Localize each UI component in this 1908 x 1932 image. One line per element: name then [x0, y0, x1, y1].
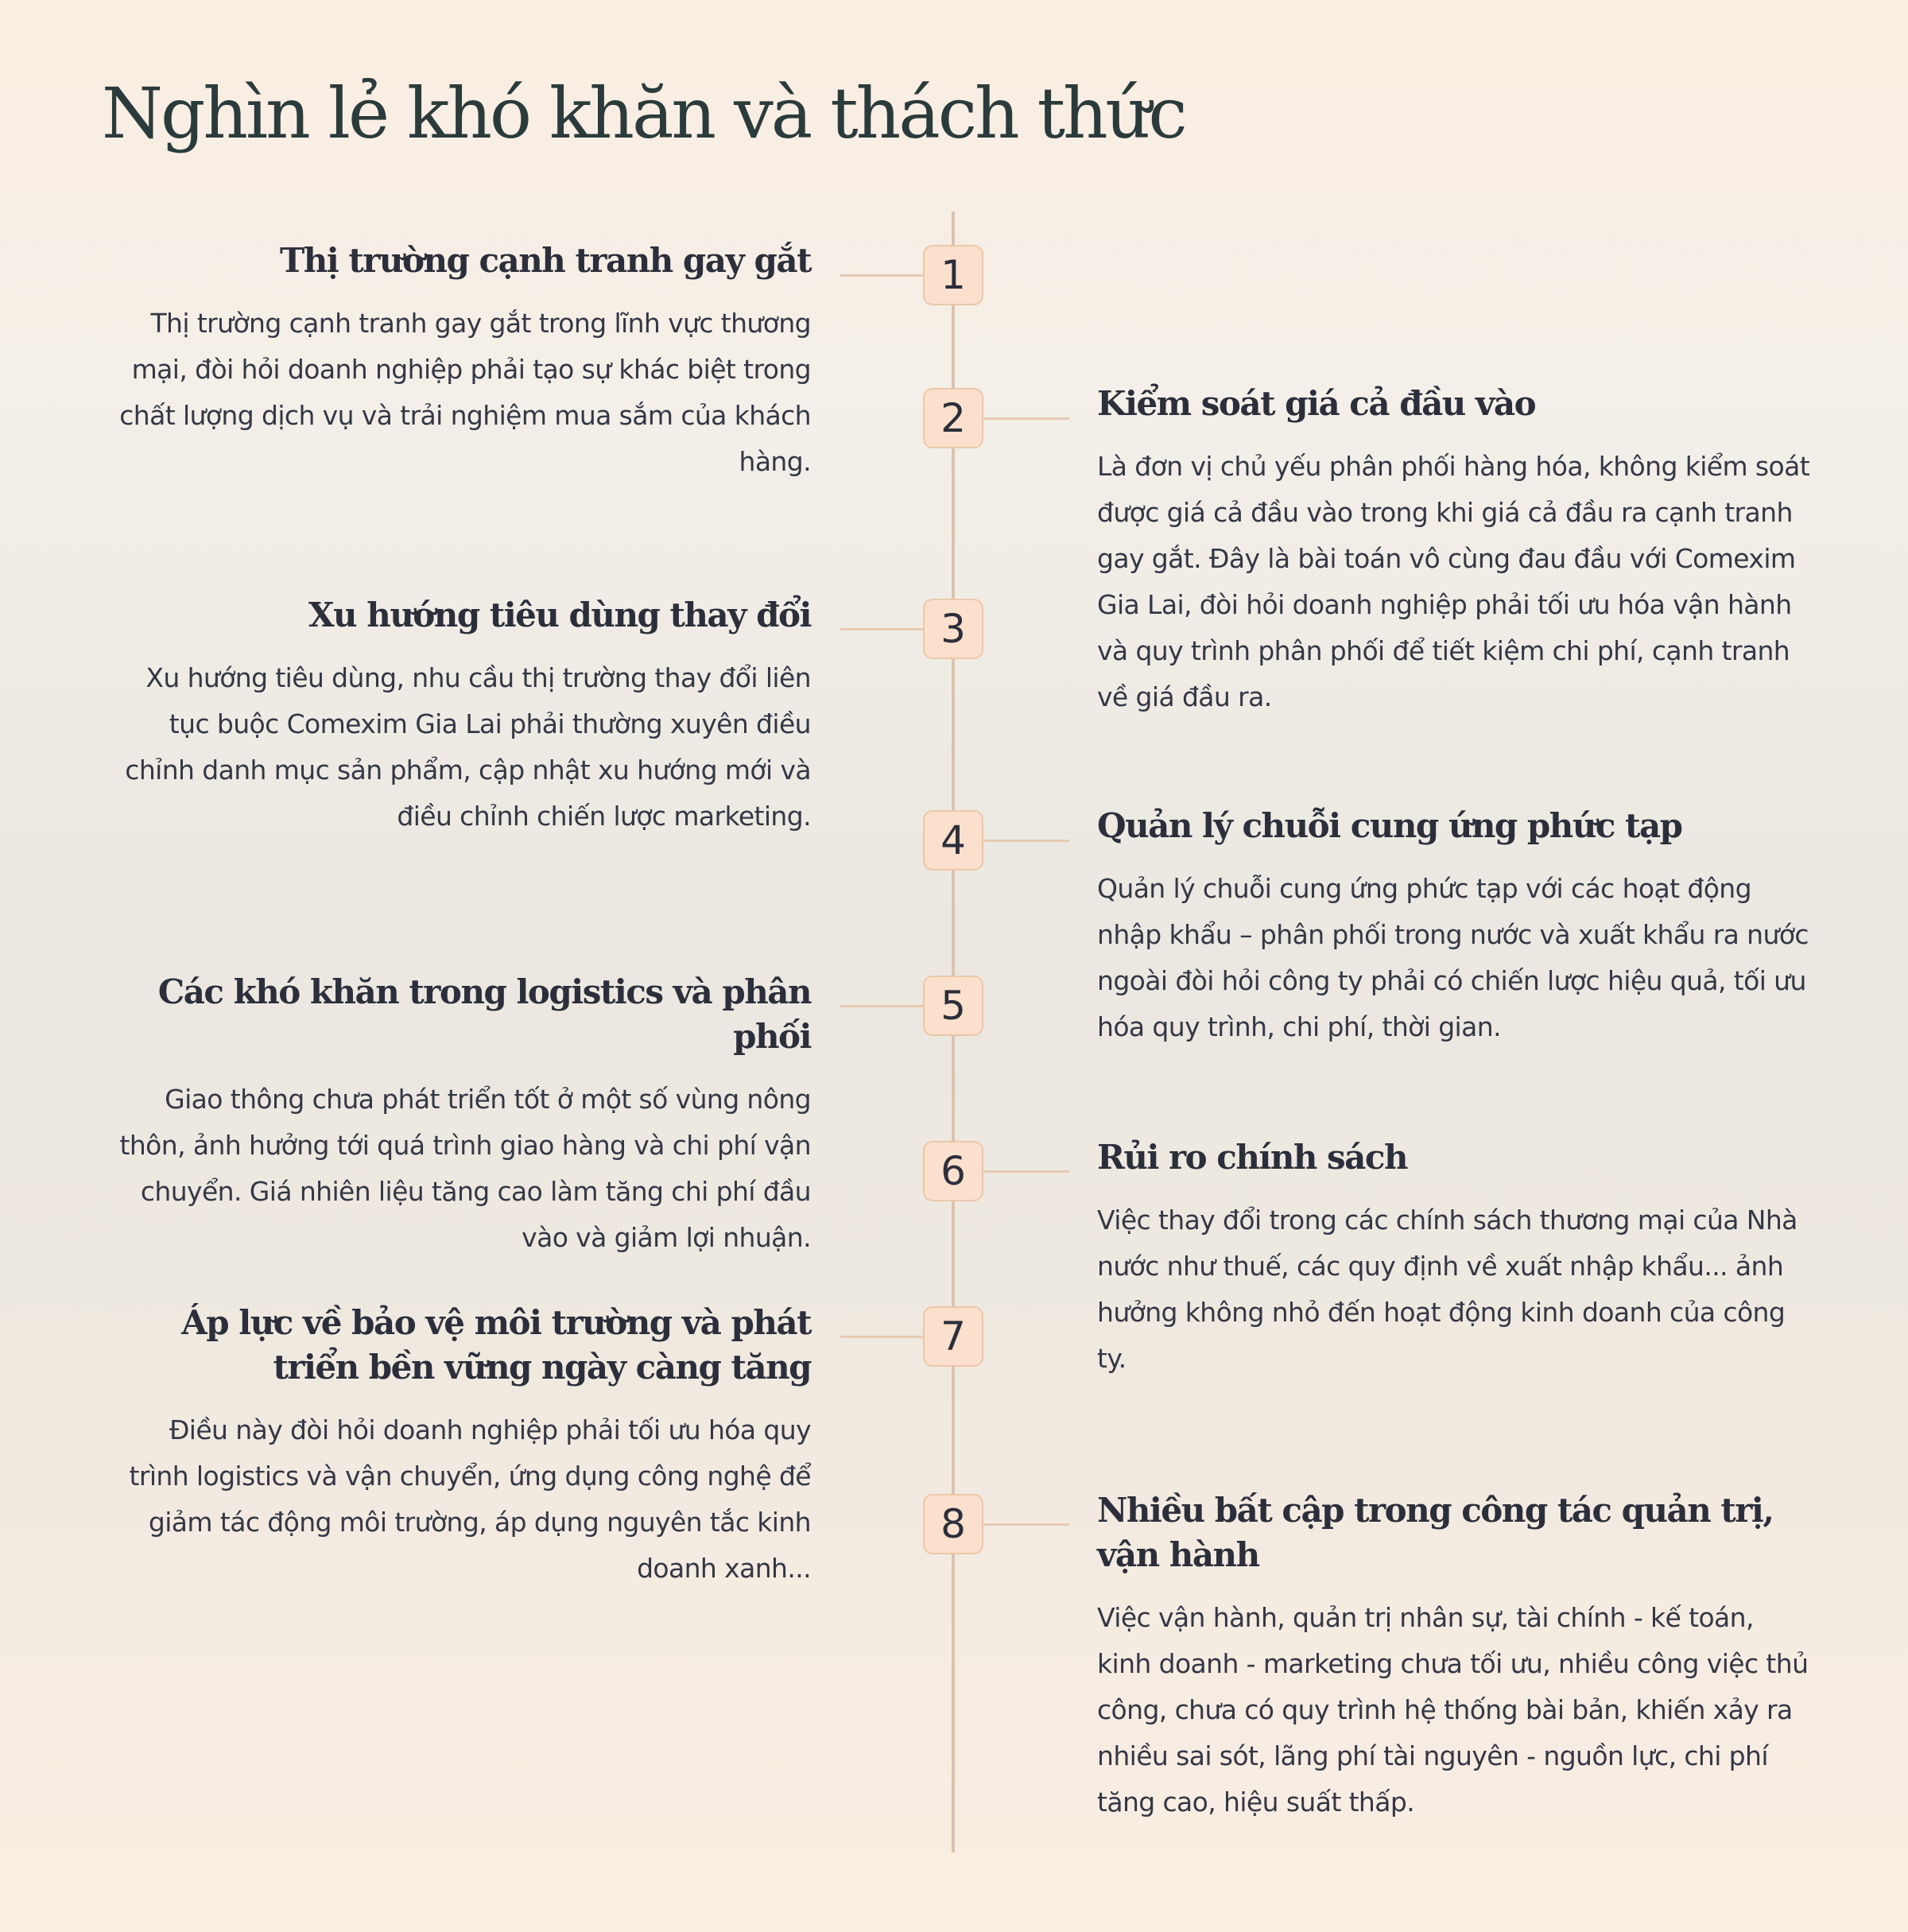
connector-6	[983, 1170, 1069, 1173]
challenge-item-6	[1097, 1135, 1813, 1382]
connector-7	[840, 1336, 923, 1338]
challenge-description-5: Giao thông chưa phát triển tốt ở một số vùng nông thôn, ảnh hưởng tới quá trình giao hàng và chi phí vận chuyển. Giá nhiên liệu tăng cao làm tăng chi phí đầu vào và giảm lợi nhuận.	[119, 1084, 811, 1253]
challenge-description-6: Việc thay đổi trong các chính sách thương mại của Nhà nước như thuế, các quy định về xuất nhập khẩu... ảnh hưởng không nhỏ đến hoạt động kinh doanh của công ty.	[1097, 1205, 1797, 1374]
challenge-item-5	[103, 970, 811, 1261]
challenge-item-2	[1097, 382, 1813, 720]
challenge-description-4: Quản lý chuỗi cung ứng phức tạp với các hoạt động nhập khẩu – phân phối trong nước và xuất khẩu ra nước ngoài đòi hỏi công ty phải có chiến lược hiệu quả, tối ưu hóa quy trình, chi phí, thời gian.	[1097, 873, 1809, 1042]
challenge-item-7	[103, 1301, 811, 1592]
connector-5	[840, 1005, 923, 1007]
connector-2	[983, 417, 1069, 420]
step-badge-2: 2	[923, 388, 983, 448]
challenge-description-8: Việc vận hành, quản trị nhân sự, tài chính - kế toán, kinh doanh - marketing chưa tối ưu, nhiều công việc thủ công, chưa có quy trình hệ thống bài bản, khiến xảy ra nhiều sai sót, lãng phí tài nguyên - nguồn lực, chi phí tăng cao, hiệu suất thấp.	[1097, 1602, 1809, 1818]
challenge-title-1: Thị trường cạnh tranh gay gắt	[280, 241, 811, 280]
challenge-item-1	[103, 239, 811, 485]
challenge-title-4: Quản lý chuỗi cung ứng phức tạp	[1097, 806, 1682, 845]
challenge-item-3	[103, 593, 811, 840]
connector-3	[840, 628, 923, 630]
connector-1	[840, 274, 923, 277]
step-badge-1: 1	[923, 245, 983, 305]
challenge-title-2: Kiểm soát giá cả đầu vào	[1097, 384, 1536, 423]
connector-8	[983, 1523, 1069, 1526]
challenge-title-5: Các khó khăn trong logistics và phân phối	[157, 972, 811, 1056]
challenge-title-7: Áp lực về bảo vệ môi trường và phát triển bền vững ngày càng tăng	[181, 1303, 811, 1387]
challenge-title-3: Xu hướng tiêu dùng thay đổi	[308, 596, 811, 634]
step-badge-7: 7	[923, 1306, 983, 1367]
challenge-item-8	[1097, 1488, 1813, 1825]
challenge-description-3: Xu hướng tiêu dùng, nhu cầu thị trường thay đổi liên tục buộc Comexim Gia Lai phải thường xuyên điều chỉnh danh mục sản phẩm, cập nhật xu hướng mới và điều chỉnh chiến lược marketing.	[125, 662, 811, 832]
step-badge-3: 3	[923, 599, 983, 659]
connector-4	[983, 840, 1069, 842]
challenge-description-1: Thị trường cạnh tranh gay gắt trong lĩnh vực thương mại, đòi hỏi doanh nghiệp phải tạo sự khác biệt trong chất lượng dịch vụ và trải nghiệm mua sắm của khách hàng.	[119, 308, 811, 477]
challenge-description-7: Điều này đòi hỏi doanh nghiệp phải tối ưu hóa quy trình logistics và vận chuyển, ứng dụng công nghệ để giảm tác động môi trường, áp dụng nguyên tắc kinh doanh xanh...	[129, 1414, 811, 1584]
challenge-title-8: Nhiều bất cập trong công tác quản trị, vận hành	[1097, 1491, 1774, 1574]
step-badge-8: 8	[923, 1494, 983, 1554]
challenge-description-2: Là đơn vị chủ yếu phân phối hàng hóa, không kiểm soát được giá cả đầu vào trong khi giá cả đầu ra cạnh tranh gay gắt. Đây là bài toán vô cùng đau đầu với Comexim Gia Lai, đòi hỏi doanh nghiệp phải tối ưu hóa vận hành và quy trình phân phối để tiết kiệm chi phí, cạnh tranh về giá đầu ra.	[1097, 451, 1810, 712]
page-title: Nghìn lẻ khó khăn và thách thức	[102, 72, 1185, 154]
challenge-item-4	[1097, 804, 1813, 1050]
challenge-title-6: Rủi ro chính sách	[1097, 1138, 1408, 1177]
step-badge-5: 5	[923, 976, 983, 1036]
step-badge-6: 6	[923, 1141, 983, 1201]
step-badge-4: 4	[923, 810, 983, 871]
